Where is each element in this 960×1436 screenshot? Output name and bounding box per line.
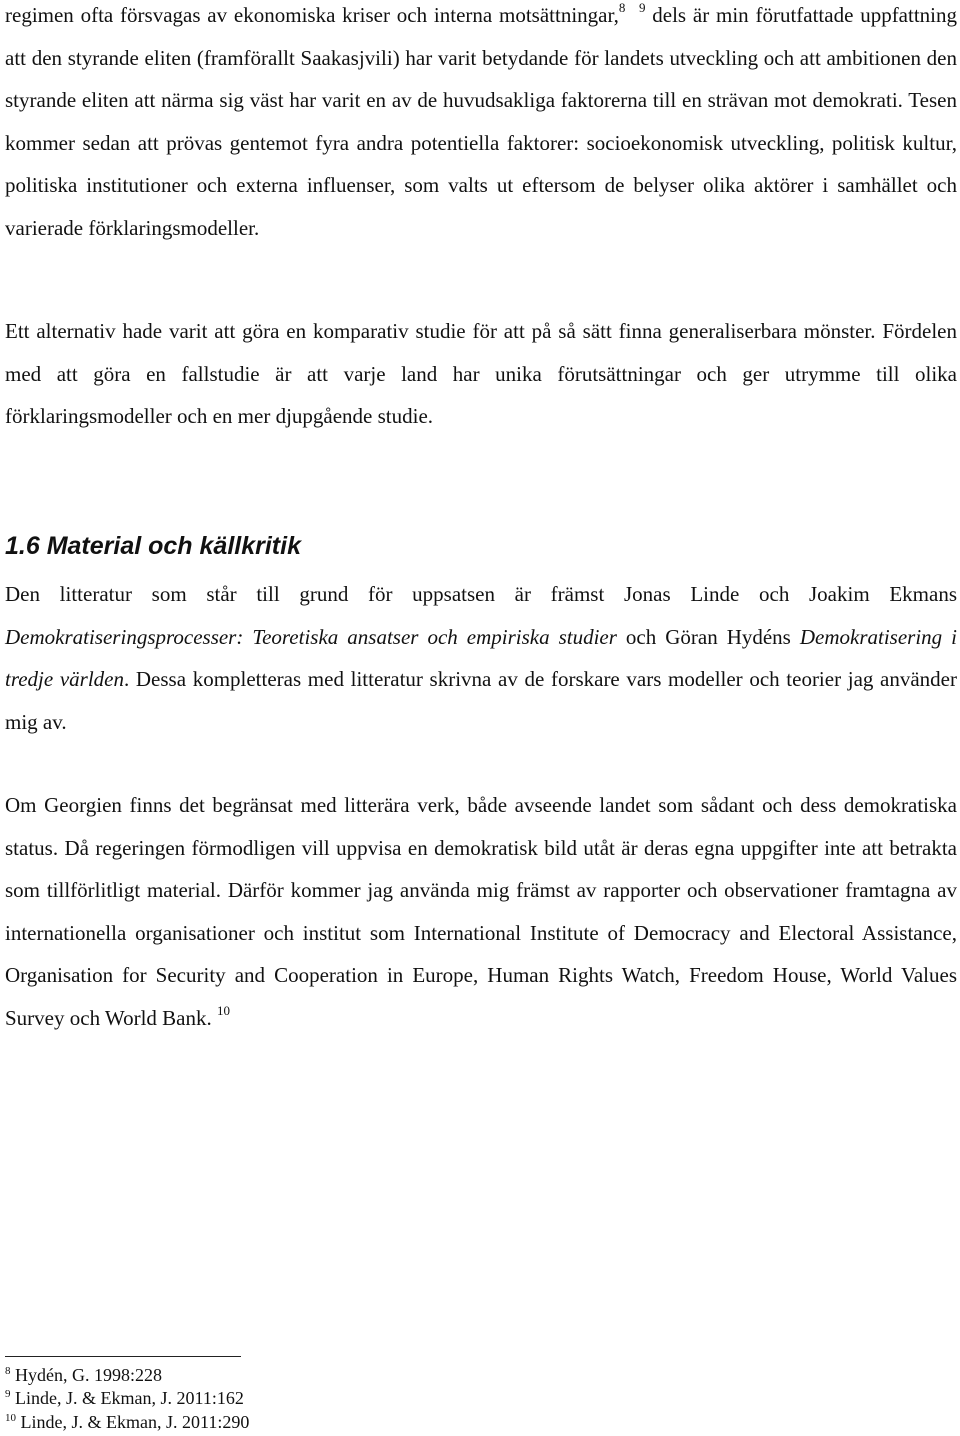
paragraph-material-text-c: . Dessa kompletteras med litteratur skrivna av de forskare vars modeller och teorier jag använder mig av.: [5, 667, 957, 734]
footnote-item: [5, 1387, 605, 1410]
book-title-hyden: Demokratisering i tredje världen: [5, 624, 957, 692]
paragraph-georgia-sources-text: Om Georgien finns det begränsat med litterära verk, både avseende landet som sådant och dess demokratiska status. Då regeringen förmodligen vill uppvisa en demokratisk bild utåt är deras egna uppgifter inte att betrakta som tillförlitligt material. Därför kommer jag använda mig främst av rapporter och observationer framtagna av internationella organisationer och institut som International Institute of Democracy and Electoral Assistance, Organisation for Security and Cooperation in Europe, Human Rights Watch, Freedom House, World Values Survey och World Bank.: [5, 793, 957, 1030]
paragraph-material: [5, 573, 957, 743]
footnote-ref-8[interactable]: 8: [618, 0, 626, 15]
footnote-number: 9: [5, 1388, 11, 1401]
footnote-text: Hydén, G. 1998:228: [15, 1365, 162, 1385]
footnote-text: Linde, J. & Ekman, J. 2011:162: [15, 1388, 244, 1409]
footnote-ref-9[interactable]: 9: [638, 0, 646, 15]
paragraph-georgia-sources: [5, 784, 957, 1040]
footnote-number: 8: [5, 1365, 11, 1377]
paragraph-thesis: [5, 0, 957, 250]
footnote-ref-10[interactable]: 10: [216, 1002, 230, 1018]
paragraph-thesis-text-a: regimen ofta försvagas av ekonomiska kriser och interna motsättningar,: [5, 3, 619, 27]
section-heading: 1.6 Material och källkritik: [5, 532, 301, 560]
paragraph-material-text-a: Den litteratur som står till grund för uppsatsen är främst Jonas Linde och Joakim Ekmans: [5, 582, 957, 606]
paragraph-material-text-b: och Göran Hydéns: [616, 624, 800, 649]
book-title-linde-ekman: Demokratiseringsprocesser: Teoretiska ansatser och empiriska studier: [5, 624, 617, 649]
footnotes: [5, 1364, 605, 1434]
paragraph-thesis-text-b: dels är min förutfattade uppfattning att den styrande eliten (framförallt Saakasjvili) har varit betydande för landets utveckling och att ambitionen den styrande eliten att närma sig väst har varit en av de huvudsakliga faktorerna till en strävan mot demokrati. Tesen kommer sedan att prövas gentemot fyra andra potentiella faktorer: socioekonomisk utveckling, politisk kultur, politiska institutioner och externa influenser, som valts ut eftersom de belyser olika aktörer i samhället och varierade förklaringsmodeller.: [5, 3, 958, 240]
footnote-item: [5, 1411, 605, 1434]
footnote-item: [5, 1364, 605, 1387]
footnote-text: Linde, J. & Ekman, J. 2011:290: [20, 1411, 250, 1432]
paragraph-alternative: Ett alternativ hade varit att göra en komparativ studie för att på så sätt finna generaliserbara mönster. Fördelen med att göra en fallstudie är att varje land har unika förutsättningar och ger utrymme till olika förklaringsmodeller och en mer djupgående studie.: [5, 319, 957, 429]
footnote-number: 10: [5, 1411, 16, 1424]
footnote-divider: [5, 1356, 241, 1357]
